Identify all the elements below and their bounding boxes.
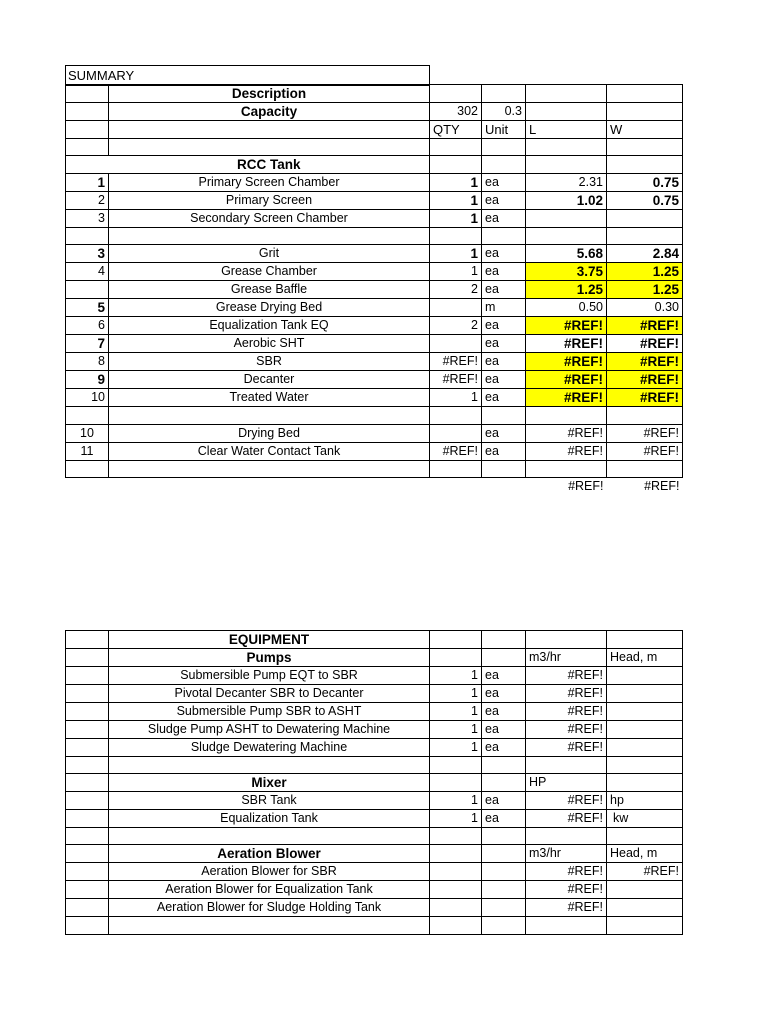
blank-row — [66, 757, 683, 774]
capacity-factor: 0.3 — [482, 103, 526, 121]
col-qty: QTY — [430, 121, 482, 139]
mixer-header-row — [66, 774, 683, 792]
col-w: W — [607, 121, 683, 139]
table-row: 3 Grit 1 ea 5.68 2.84 — [66, 245, 683, 263]
description-header: Description — [109, 85, 430, 103]
table-row: SBR Tank 1 ea #REF! hp — [66, 792, 683, 810]
equipment-table — [65, 630, 683, 935]
capacity-row — [66, 103, 683, 121]
col-l: L — [526, 121, 607, 139]
description-header-row — [66, 85, 683, 103]
pumps-label: Pumps — [109, 649, 430, 667]
section-rcc-row — [66, 156, 683, 174]
pumps-header-row — [66, 649, 683, 667]
mixer-col1: HP — [526, 774, 607, 792]
table-row: 1 Primary Screen Chamber 1 ea 2.31 0.75 — [66, 174, 683, 192]
summary-title: SUMMARY — [66, 66, 430, 86]
table-row: 6 Equalization Tank EQ 2 ea #REF! #REF! — [66, 317, 683, 335]
table-row: Pivotal Decanter SBR to Decanter 1 ea #REF! — [66, 685, 683, 703]
summary-title-block — [65, 65, 430, 86]
table-row: 4 Grease Chamber 1 ea 3.75 1.25 — [66, 263, 683, 281]
blower-col2: Head, m — [607, 845, 683, 863]
capacity-value: 302 — [430, 103, 482, 121]
column-header-row — [66, 121, 683, 139]
blank-row — [66, 828, 683, 845]
blower-header-row — [66, 845, 683, 863]
table-row: 10 Treated Water 1 ea #REF! #REF! — [66, 389, 683, 407]
total-w: #REF! — [644, 478, 680, 493]
table-row: 8 SBR #REF! ea #REF! #REF! — [66, 353, 683, 371]
table-row: 11 Clear Water Contact Tank #REF! ea #REF! #REF! — [66, 442, 683, 460]
equipment-title-row — [66, 631, 683, 649]
blank-row — [66, 917, 683, 934]
blower-label: Aeration Blower — [109, 845, 430, 863]
table-row: Grease Baffle 2 ea 1.25 1.25 — [66, 281, 683, 299]
blower-col1: m3/hr — [526, 845, 607, 863]
table-row: Sludge Dewatering Machine 1 ea #REF! — [66, 739, 683, 757]
blank-row — [66, 460, 683, 477]
table-row: 9 Decanter #REF! ea #REF! #REF! — [66, 371, 683, 389]
table-row: Aeration Blower for Equalization Tank #REF! — [66, 881, 683, 899]
table-row: 5 Grease Drying Bed m 0.50 0.30 — [66, 299, 683, 317]
table-row: Aeration Blower for Sludge Holding Tank #REF! — [66, 899, 683, 917]
blank-row — [66, 139, 683, 156]
summary-title-table — [65, 65, 430, 86]
table-row: 2 Primary Screen 1 ea 1.02 0.75 — [66, 192, 683, 210]
table-row: Equalization Tank 1 ea #REF! kw — [66, 810, 683, 828]
table-row: 3 Secondary Screen Chamber 1 ea — [66, 210, 683, 228]
equipment-title: EQUIPMENT — [109, 631, 430, 649]
table-row: 10 Drying Bed ea #REF! #REF! — [66, 424, 683, 442]
table-row: 7 Aerobic SHT ea #REF! #REF! — [66, 335, 683, 353]
summary-table — [65, 84, 683, 495]
col-unit: Unit — [482, 121, 526, 139]
pumps-col2: Head, m — [607, 649, 683, 667]
section-rcc-tank: RCC Tank — [109, 156, 430, 174]
blank-row — [66, 228, 683, 245]
table-row: Submersible Pump SBR to ASHT 1 ea #REF! — [66, 703, 683, 721]
mixer-label: Mixer — [109, 774, 430, 792]
blank-row — [66, 407, 683, 424]
total-l: #REF! — [568, 478, 604, 493]
table-row: Submersible Pump EQT to SBR 1 ea #REF! — [66, 667, 683, 685]
table-row: Aeration Blower for SBR #REF! #REF! — [66, 863, 683, 881]
capacity-label: Capacity — [109, 103, 430, 121]
pumps-col1: m3/hr — [526, 649, 607, 667]
totals-row — [66, 477, 683, 495]
table-row: Sludge Pump ASHT to Dewatering Machine 1 ea #REF! — [66, 721, 683, 739]
